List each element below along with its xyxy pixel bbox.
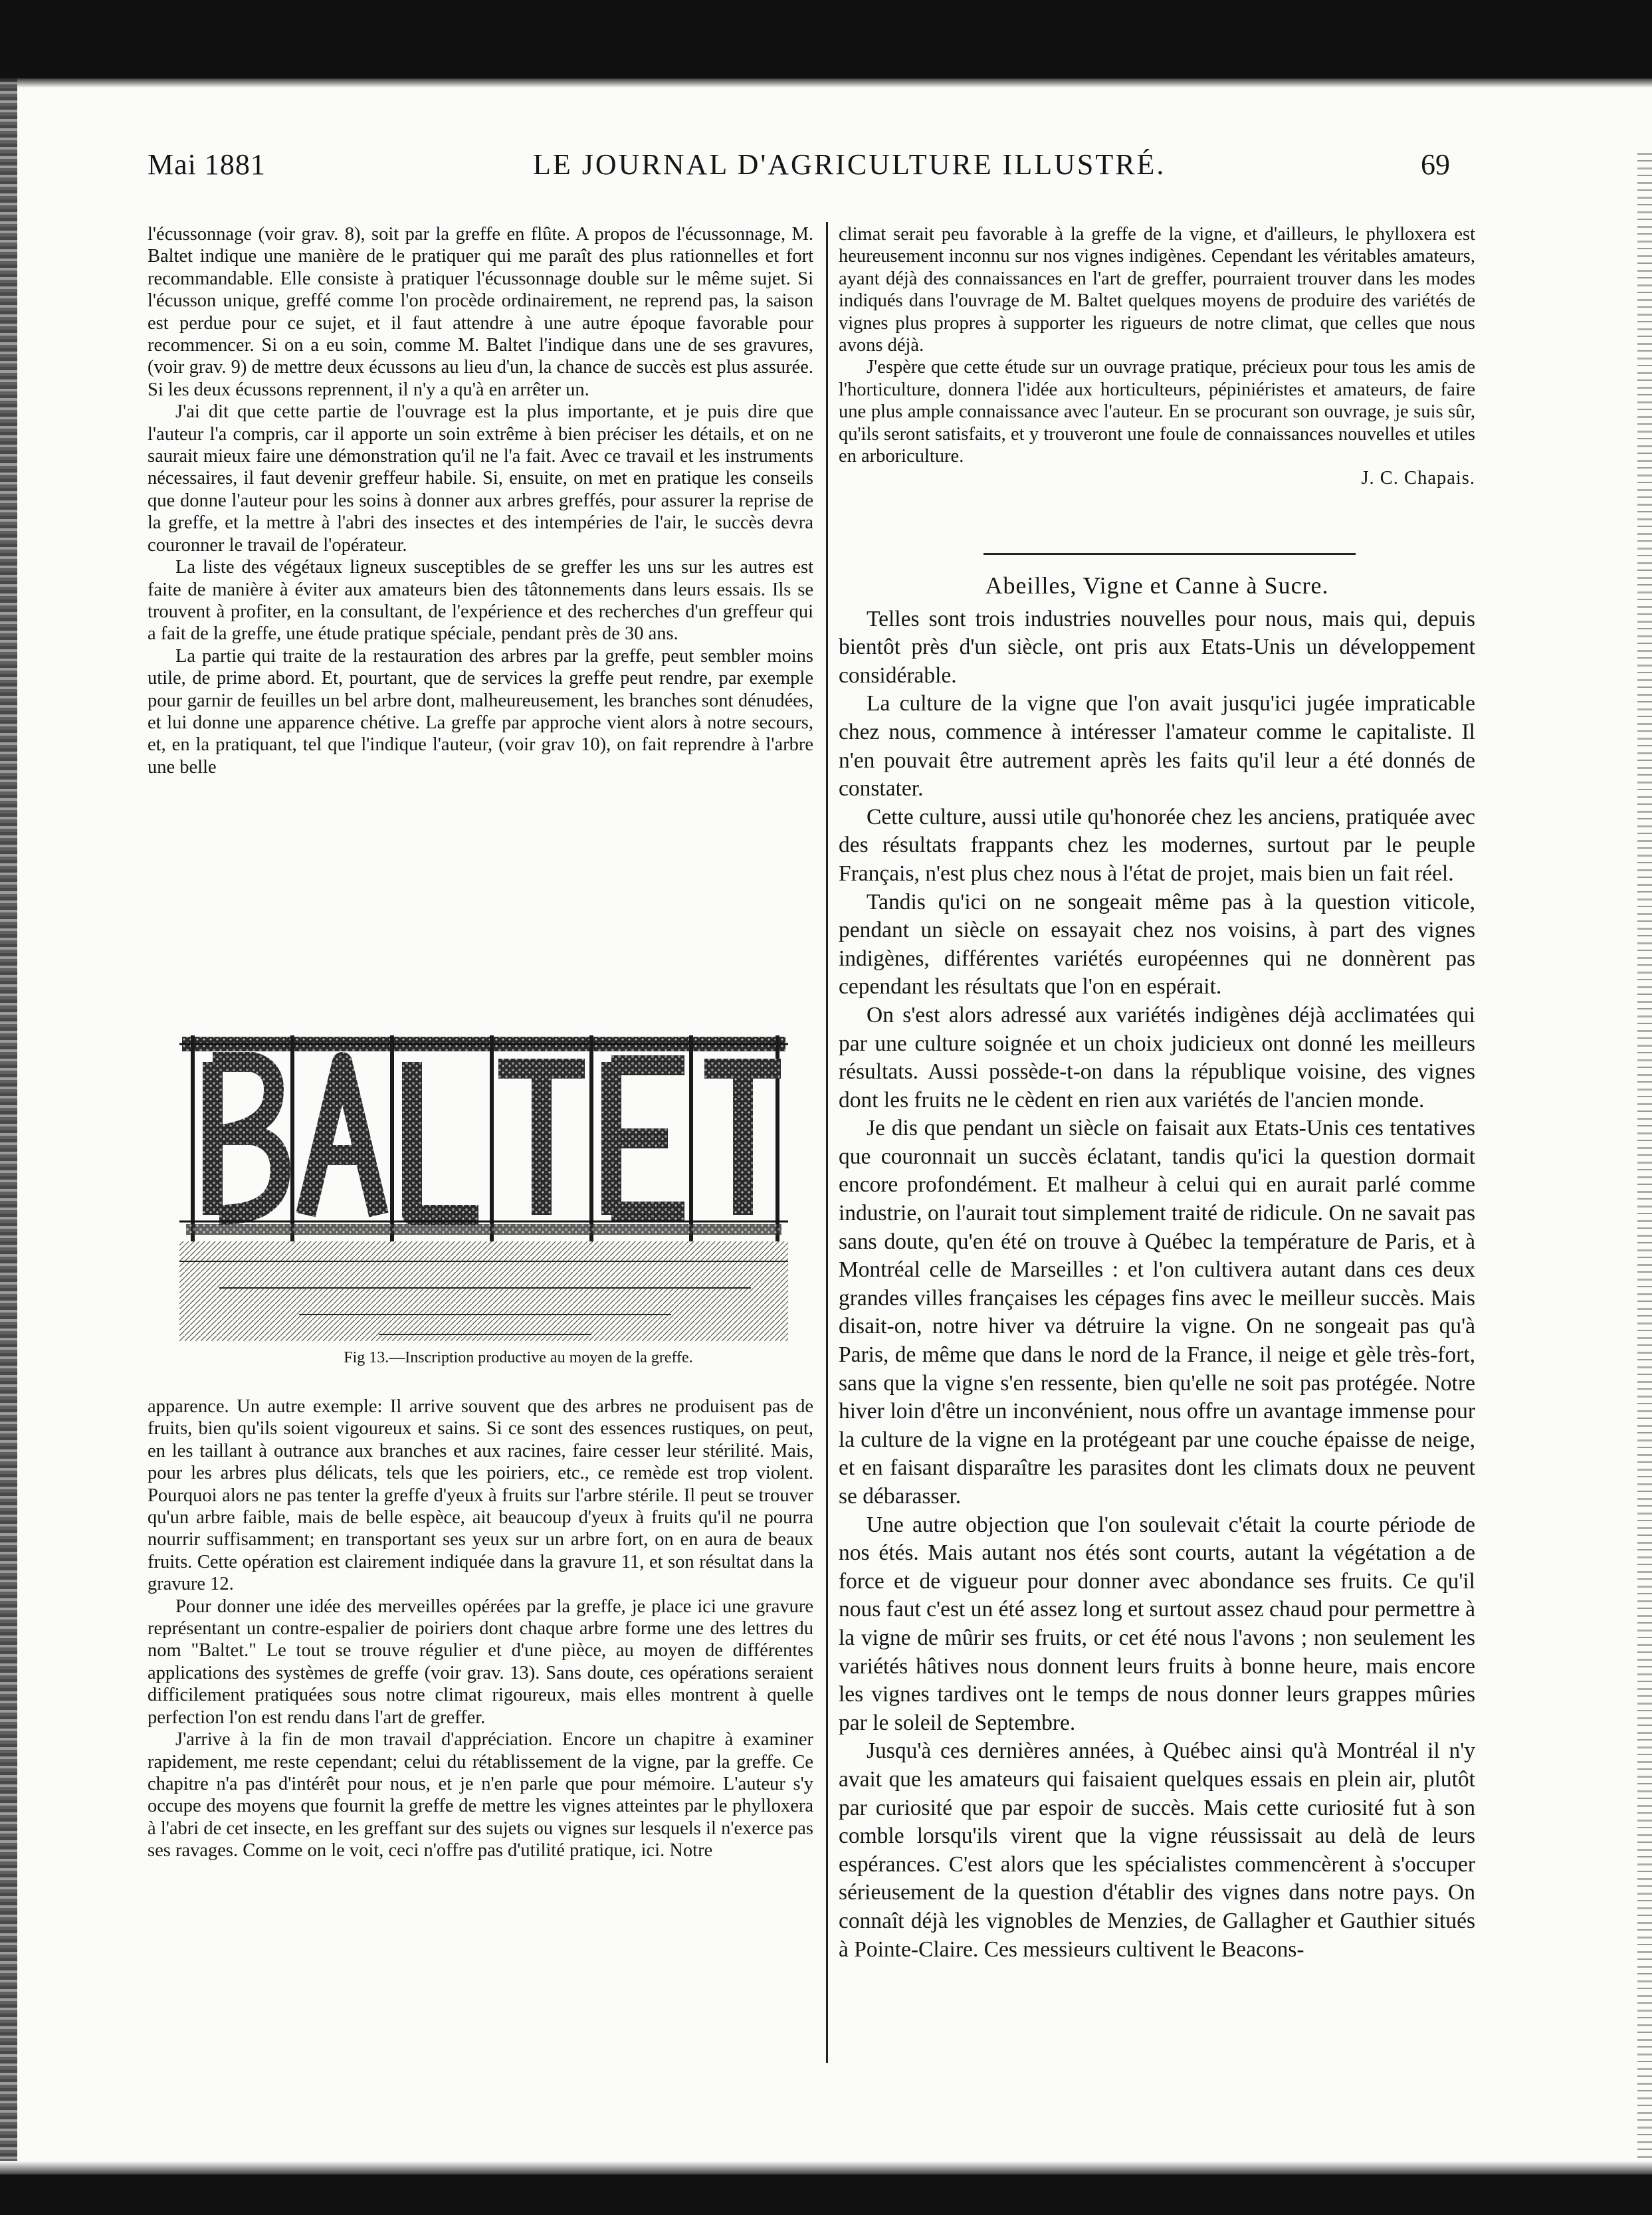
baltet-figure bbox=[179, 1022, 788, 1368]
article-abeilles bbox=[839, 572, 1475, 1964]
top-scan-border bbox=[0, 0, 1652, 78]
section-divider bbox=[983, 553, 1356, 555]
article-title: Abeilles, Vigne et Canne à Sucre. bbox=[985, 572, 1329, 599]
page-header bbox=[148, 148, 1450, 187]
letter-b bbox=[213, 1062, 280, 1215]
paragraph: J'arrive à la fin de mon travail d'appréciation. Encore un chapitre à examiner rapidement, me reste cependant; celui du rétablissement de la vigne, par la greffe. Ce chapitre n'a pas d'intérêt pour nous, et je n'en parle que pour mémoire. L'auteur s'y occupe des moyens que fournit la greffe de mettre les vignes atteintes par le phylloxera à l'abri de cet insecte, en les greffant sur des sujets ou vignes sur lesquels il n'exerce pas ses ravages. Comme on le voit, ceci n'offre pas d'utilité pratique, ici. Notre bbox=[148, 1729, 813, 1861]
bottom-scan-border bbox=[0, 2174, 1652, 2215]
left-column-bottom bbox=[148, 1396, 813, 1862]
paragraph: apparence. Un autre exemple: Il arrive souvent que des arbres ne produisent pas de fruits, bien qu'ils soient vigoureux et sains. Si ce sont des essences rustiques, on peut, en les taillant à outrance aux branches et aux racines, faire cesser leur stérilité. Mais, pour les arbres plus délicats, tels que les poiriers, etc., ce remède est trop violent. Pourquoi alors ne pas tenter la greffe d'yeux à fruits sur l'arbre stérile. Il peut se trouver qu'un arbre faible, mais de belle espèce, ait beaucoup d'yeux à fruits qu'il ne pourra nourrir suffisamment; en transportant ses yeux sur un arbre fort, on en aura de beaux fruits. Cette opération est clairement indiquée dans la gravure 11, et son résultat dans la gravure 12. bbox=[148, 1396, 813, 1595]
journal-title: LE JOURNAL D'AGRICULTURE ILLUSTRÉ. bbox=[533, 148, 1166, 181]
letter-e bbox=[611, 1062, 684, 1215]
right-scan-edge bbox=[1637, 153, 1652, 2166]
paragraph: J'espère que cette étude sur un ouvrage pratique, précieux pour tous les amis de l'horticulture, donnera l'idée aux horticulteurs, pépiniéristes et amateurs, de faire une plus ample connaissance avec l'auteur. En se procurant son ouvrage, je suis sûr, qu'ils seront satisfaits, et y trouveront une foule de connaissances nouvelles et utiles en arboriculture. bbox=[839, 357, 1475, 467]
paragraph: Cette culture, aussi utile qu'honorée chez les anciens, pratiquée avec des résultats frappants chez les modernes, surtout par le peuple Français, n'est plus chez nous à l'état de projet, mais bien un fait réel. bbox=[839, 804, 1475, 886]
paragraph: l'écussonnage (voir grav. 8), soit par la greffe en flûte. A propos de l'écussonnage, M. Baltet indique une manière de le pratiquer qui me paraît des plus rationnelles et fort recommandable. Elle consiste à pratiquer l'écussonnage double sur le même sujet. Si l'écusson unique, greffé comme l'on procède ordinairement, ne reprend pas, la saison est perdue pour ce sujet, et il faut attendre à une autre époque favorable pour recommencer. Si on a eu soin, comme M. Baltet l'indique dans une de ses gravures, (voir grav. 9) de mettre deux écussons au lieu d'un, la chance de succès est plus assurée. Si les deux écussons reprennent, il n'y a qu'à en arrêter un. bbox=[148, 224, 813, 400]
paragraph: Pour donner une idée des merveilles opérées par la greffe, je place ici une gravure représentant un contre-espalier de poiriers dont chaque arbre forme une des lettres du nom "Baltet." Le tout se trouve régulier et d'une pièce, au moyen de différentes applications des systèmes de greffe (voir grav. 13). Sans doute, ces opérations seraient difficilement pratiquées sous notre climat rigoureux, mais elles montrent à quelle perfection l'on est rendu dans l'art de greffer. bbox=[148, 1596, 813, 1728]
paragraph: Jusqu'à ces dernières années, à Québec ainsi qu'à Montréal il n'y avait que les amateurs qui faisaient quelques essais en plein air, plutôt par curiosité que par espoir de succès. Mais cette curiosité fut à son comble lorsqu'ils virent que la vigne réussissait au delà de leurs espérances. C'est alors que les spécialistes commencèrent à s'occuper sérieusement de la question d'établir des vignes dans notre pays. On connaît déjà les vignobles de Menzies, de Gallagher et Gauthier situés à Pointe-Claire. Ces messieurs cultivent le Beacons- bbox=[839, 1739, 1475, 1962]
paragraph: Tandis qu'ici on ne songeait même pas à la question viticole, pendant un siècle on essayait chez nos voisins, à part des vignes indigènes, différentes variétés européennes qui ne donnèrent pas cependant les résultats que l'on en espérait. bbox=[839, 889, 1475, 1000]
paragraph: climat serait peu favorable à la greffe de la vigne, et d'ailleurs, le phylloxera est heureusement inconnu sur nos vignes indigènes. Cependant les véritables amateurs, ayant déjà des connaissances en l'art de greffer, pourraient trouver dans les modes indiqués dans l'ouvrage de M. Baltet quelques moyens de produire des variétés de vignes plus propres à supporter les rigueurs de notre climat, que celles que nous avons déjà. bbox=[839, 224, 1475, 356]
column-divider bbox=[826, 222, 828, 2063]
paragraph: La partie qui traite de la restauration des arbres par la greffe, peut sembler moins utile, de prime abord. Et, pourtant, que de services la greffe peut rendre, par exemple pour garnir de feuilles un bel arbre dont, malheureusement, les branches sont dénudées, et lui donne une apparence chétive. La greffe par approche vient alors à notre secours, et, en la pratiquant, tel que l'indique l'auteur, (voir grav 10), on fait reprendre à l'arbre une belle bbox=[148, 645, 813, 778]
left-column-top bbox=[148, 223, 813, 778]
right-column-top bbox=[839, 223, 1475, 490]
paragraph: Une autre objection que l'on soulevait c'était la courte période de nos étés. Mais autant nos étés sont courts, autant la végétation a de force et de vigueur pour donner avec abondance ses fruits. Ce qu'il nous faut c'est un été assez long et surtout assez chaud pour permettre à la vigne de mûrir ses fruits, or cet été nous l'avons ; non seulement les variétés hâtives nous donnent leurs fruits à bonne heure, mais encore les vignes tardives ont le temps de nous donner leurs grappes mûries par le soleil de Septembre. bbox=[839, 1512, 1475, 1735]
letter-a bbox=[306, 1062, 379, 1215]
letter-l bbox=[412, 1062, 478, 1215]
top-scan-shadow bbox=[0, 78, 1652, 88]
figure-caption: Fig 13.—Inscription productive au moyen de la greffe. bbox=[344, 1349, 693, 1366]
paragraph: J'ai dit que cette partie de l'ouvrage est la plus importante, et je puis dire que l'auteur l'a compris, car il apporte un soin extrême à bien préciser les détails, et on ne saurait mieux faire une démonstration qu'il ne l'a fait. Avec ce travail et les instruments nécessaires, il faut devenir greffeur habile. Si, ensuite, on met en pratique les conseils que donne l'auteur pour les soins à donner aux arbres greffés, pour assurer la reprise de la greffe, et la mettre à l'abri des insectes et des intempéries de l'air, le succès devra couronner le travail de l'opérateur. bbox=[148, 401, 813, 556]
header-date: Mai 1881 bbox=[148, 148, 266, 181]
paragraph: La liste des végétaux ligneux susceptibles de se greffer les uns sur les autres est faite de manière à éviter aux amateurs bien des tâtonnements dans leurs essais. Ils se trouvent à profiter, en la consultant, de l'expérience et des recherches d'un greffeur qui a fait de la greffe, une étude pratique spéciale, pendant près de 30 ans. bbox=[148, 557, 813, 645]
author-signature: J. C. Chapais. bbox=[1361, 468, 1475, 489]
letter-t-2 bbox=[704, 1069, 781, 1215]
bottom-scan-shadow bbox=[0, 2161, 1652, 2174]
paragraph: Telles sont trois industries nouvelles pour nous, mais qui, depuis bientôt près d'un siècle, ont pris aux Etats-Unis un développement considérable. bbox=[839, 606, 1475, 688]
paragraph: Je dis que pendant un siècle on faisait aux Etats-Unis ces tentatives que couronnait un succès éclatant, tandis qu'ici la question dormait encore profondément. Et malheur à celui qui en aurait parlé comme industrie, on l'aurait tout simplement traité de ridicule. On ne savait pas sans doute, qu'en été on trouve à Québec la température de Paris, et à Montréal celle de Marseilles : et l'on cultivera autant dans ces deux grandes villes françaises les cépages fins avec le meilleur succès. Mais disait-on, notre hiver va détruire la vigne. On ne songeait pas qu'à Paris, de même que dans le nord de la France, il neige et gèle très-fort, sans que la vigne s'en ressente, bien qu'elle ne soit pas protégée. Notre hiver loin d'être un inconvénient, nous offre un avantage immense pour la culture de la vigne en la protégeant par une couche épaisse de neige, et en faisant disparaître les parasites dont les climats doux ne peuvent se débarasser. bbox=[839, 1116, 1475, 1509]
ground-hatching bbox=[179, 1241, 788, 1341]
letter-t bbox=[498, 1069, 585, 1215]
paragraph: On s'est alors adressé aux variétés indigènes déjà acclimatées qui par une culture soignée et un choix judicieux ont donné les meilleurs résultats. Aussi possède-t-on dans la république voisine, des vignes dont les fruits ne le cèdent en rien aux variétés de l'ancien monde. bbox=[839, 1002, 1475, 1112]
left-scan-edge bbox=[0, 78, 17, 2178]
espalier-illustration bbox=[179, 1022, 788, 1348]
paragraph: La culture de la vigne que l'on avait jusqu'ici jugée impraticable chez nous, commence à intéresser l'amateur comme le capitaliste. Il n'en pouvait être autrement après les faits qu'il leur a été donnés de constater. bbox=[839, 691, 1475, 801]
page-number: 69 bbox=[1421, 148, 1450, 181]
